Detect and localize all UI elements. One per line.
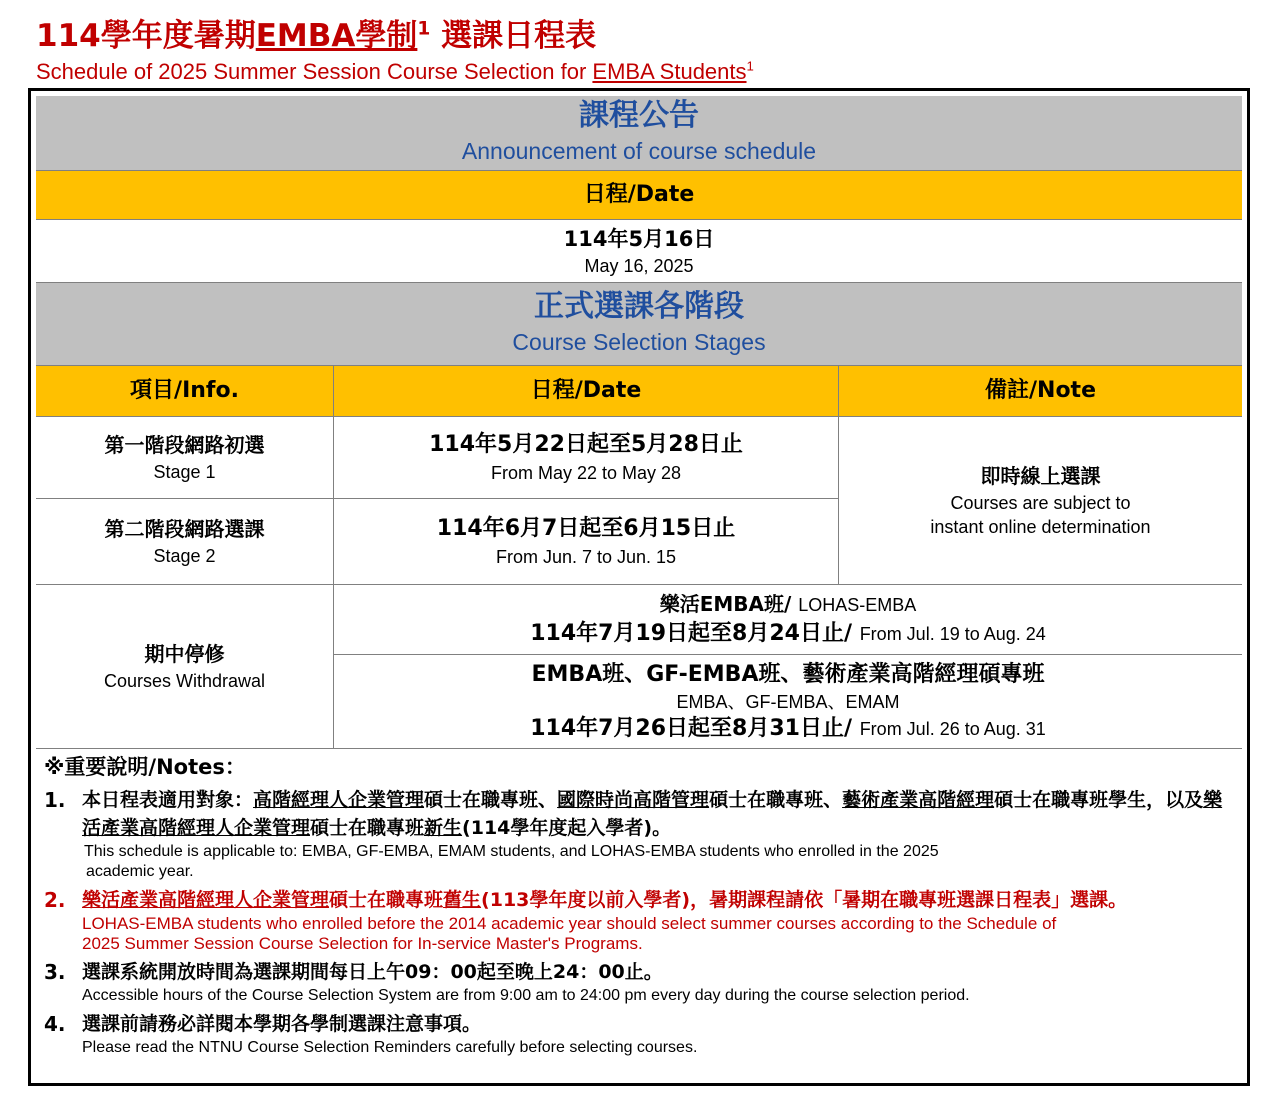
announcement-heading-en: Announcement of course schedule [461, 138, 817, 164]
note-item [44, 958, 1240, 1006]
title-zh-underlined: EMBA學制 [255, 18, 418, 54]
stage2-date-zh: 114年6月7日起至6月15日止 [436, 515, 736, 541]
title-en-underlined: EMBA Students [592, 59, 747, 84]
note2-zh: 樂活產業高階經理人企業管理碩士在職專班舊生(113學年度以前入學者)，暑期課程請依「暑期在職專班選課日程表」選課。 [82, 889, 1128, 911]
stage1-info [36, 417, 334, 499]
stages-note-zh: 即時線上選課 [980, 463, 1101, 488]
withdrawal-emba [334, 655, 1242, 749]
note1-zh: 本日程表適用對象：高階經理人企業管理碩士在職專班、國際時尚高階管理碩士在職專班、藝術產業高階經理碩士在職專班學生，以及樂活產業高階經理人企業管理碩士在職專班新生(114學年度起入學者)。 [82, 789, 1223, 839]
note-item [44, 786, 1240, 882]
title-zh-prefix: 114學年度暑期 [36, 18, 256, 54]
stages-note [839, 417, 1242, 585]
page-title [36, 14, 596, 58]
announcement-date [36, 220, 1242, 283]
withdrawal-emba-date-en: From Jul. 26 to Aug. 31 [859, 718, 1046, 739]
stage2-date [334, 499, 839, 585]
withdrawal-emba-date [530, 714, 1046, 744]
stages-heading-zh: 正式選課各階段 [534, 289, 744, 324]
note1-en-2: academic year. [86, 863, 194, 880]
note-item [44, 886, 1240, 954]
stage2-date-en: From Jun. 7 to Jun. 15 [495, 546, 677, 567]
withdrawal-emba-date-zh: 114年7月26日起至8月31日止/ [530, 715, 853, 741]
title-zh-suffix: 選課日程表 [430, 18, 597, 54]
announcement-date-zh: 114年5月16日 [563, 227, 715, 251]
column-header-date: 日程/Date [334, 366, 839, 417]
withdrawal-lohas-date-en: From Jul. 19 to Aug. 24 [859, 624, 1046, 644]
stages-note-en-1: Courses are subject to [950, 492, 1131, 513]
page-subtitle [36, 58, 754, 86]
withdrawal-lohas-zh: 樂活EMBA班/ [659, 592, 792, 616]
stages-heading-en: Course Selection Stages [512, 329, 766, 355]
announcement-heading-zh: 課程公告 [579, 98, 699, 133]
title-en-prefix: Schedule of 2025 Summer Session Course Selection for [36, 59, 593, 84]
stage1-info-zh: 第一階段網路初選 [104, 432, 265, 457]
announcement-date-header: 日程/Date [36, 171, 1242, 220]
withdrawal-lohas-date [530, 619, 1046, 649]
title-zh-footnote: 1 [417, 18, 431, 40]
note2-en-2: 2025 Summer Session Course Selection for In-service Master's Programs. [82, 934, 643, 953]
notes-section [44, 752, 1240, 1058]
note-number: 1. [44, 788, 66, 812]
note-number: 3. [44, 960, 66, 984]
withdrawal-info [36, 585, 334, 749]
withdrawal-emba-zh: EMBA班、GF-EMBA班、藝術產業高階經理碩專班 [531, 661, 1045, 687]
note2-en-1: LOHAS-EMBA students who enrolled before the 2014 academic year should select summer courses according to the Schedule of [82, 914, 1057, 933]
note-number: 4. [44, 1012, 66, 1036]
stage2-info [36, 499, 334, 585]
announcement-date-en: May 16, 2025 [584, 256, 694, 276]
stages-note-en-2: instant online determination [930, 516, 1151, 537]
note3-en: Accessible hours of the Course Selection System are from 9:00 am to 24:00 pm every day during the course selection period. [82, 987, 970, 1004]
note3-zh: 選課系統開放時間為選課期間每日上午09：00起至晚上24：00止。 [82, 961, 663, 983]
stages-heading [36, 283, 1242, 366]
stage1-date-zh: 114年5月22日起至5月28日止 [429, 431, 743, 457]
stage2-info-en: Stage 2 [153, 545, 216, 566]
notes-title: ※重要說明/Notes： [44, 755, 246, 779]
column-header-note: 備註/Note [839, 366, 1242, 417]
withdrawal-info-en: Courses Withdrawal [103, 670, 266, 691]
stage1-date [334, 417, 839, 499]
announcement-heading [36, 96, 1242, 171]
withdrawal-info-zh: 期中停修 [144, 641, 225, 666]
stage1-date-en: From May 22 to May 28 [490, 462, 682, 483]
withdrawal-lohas-en: LOHAS-EMBA [798, 595, 917, 615]
note-number: 2. [44, 888, 66, 912]
stage2-info-zh: 第二階段網路選課 [104, 516, 265, 541]
note4-zh: 選課前請務必詳閱本學期各學制選課注意事項。 [82, 1013, 482, 1035]
note4-en: Please read the NTNU Course Selection Reminders carefully before selecting courses. [82, 1039, 698, 1056]
column-header-info: 項目/Info. [36, 366, 334, 417]
note-item [44, 1010, 1240, 1058]
withdrawal-lohas-program [660, 590, 917, 619]
withdrawal-emba-en: EMBA、GF-EMBA、EMAM [676, 691, 900, 712]
title-en-footnote: 1 [746, 58, 754, 74]
stage1-info-en: Stage 1 [153, 461, 216, 482]
withdrawal-lohas-date-zh: 114年7月19日起至8月24日止/ [530, 621, 853, 646]
withdrawal-lohas [334, 585, 1242, 655]
note1-en-1: This schedule is applicable to: EMBA, GF-EMBA, EMAM students, and LOHAS-EMBA students who enrolled in the 2025 [84, 843, 939, 860]
